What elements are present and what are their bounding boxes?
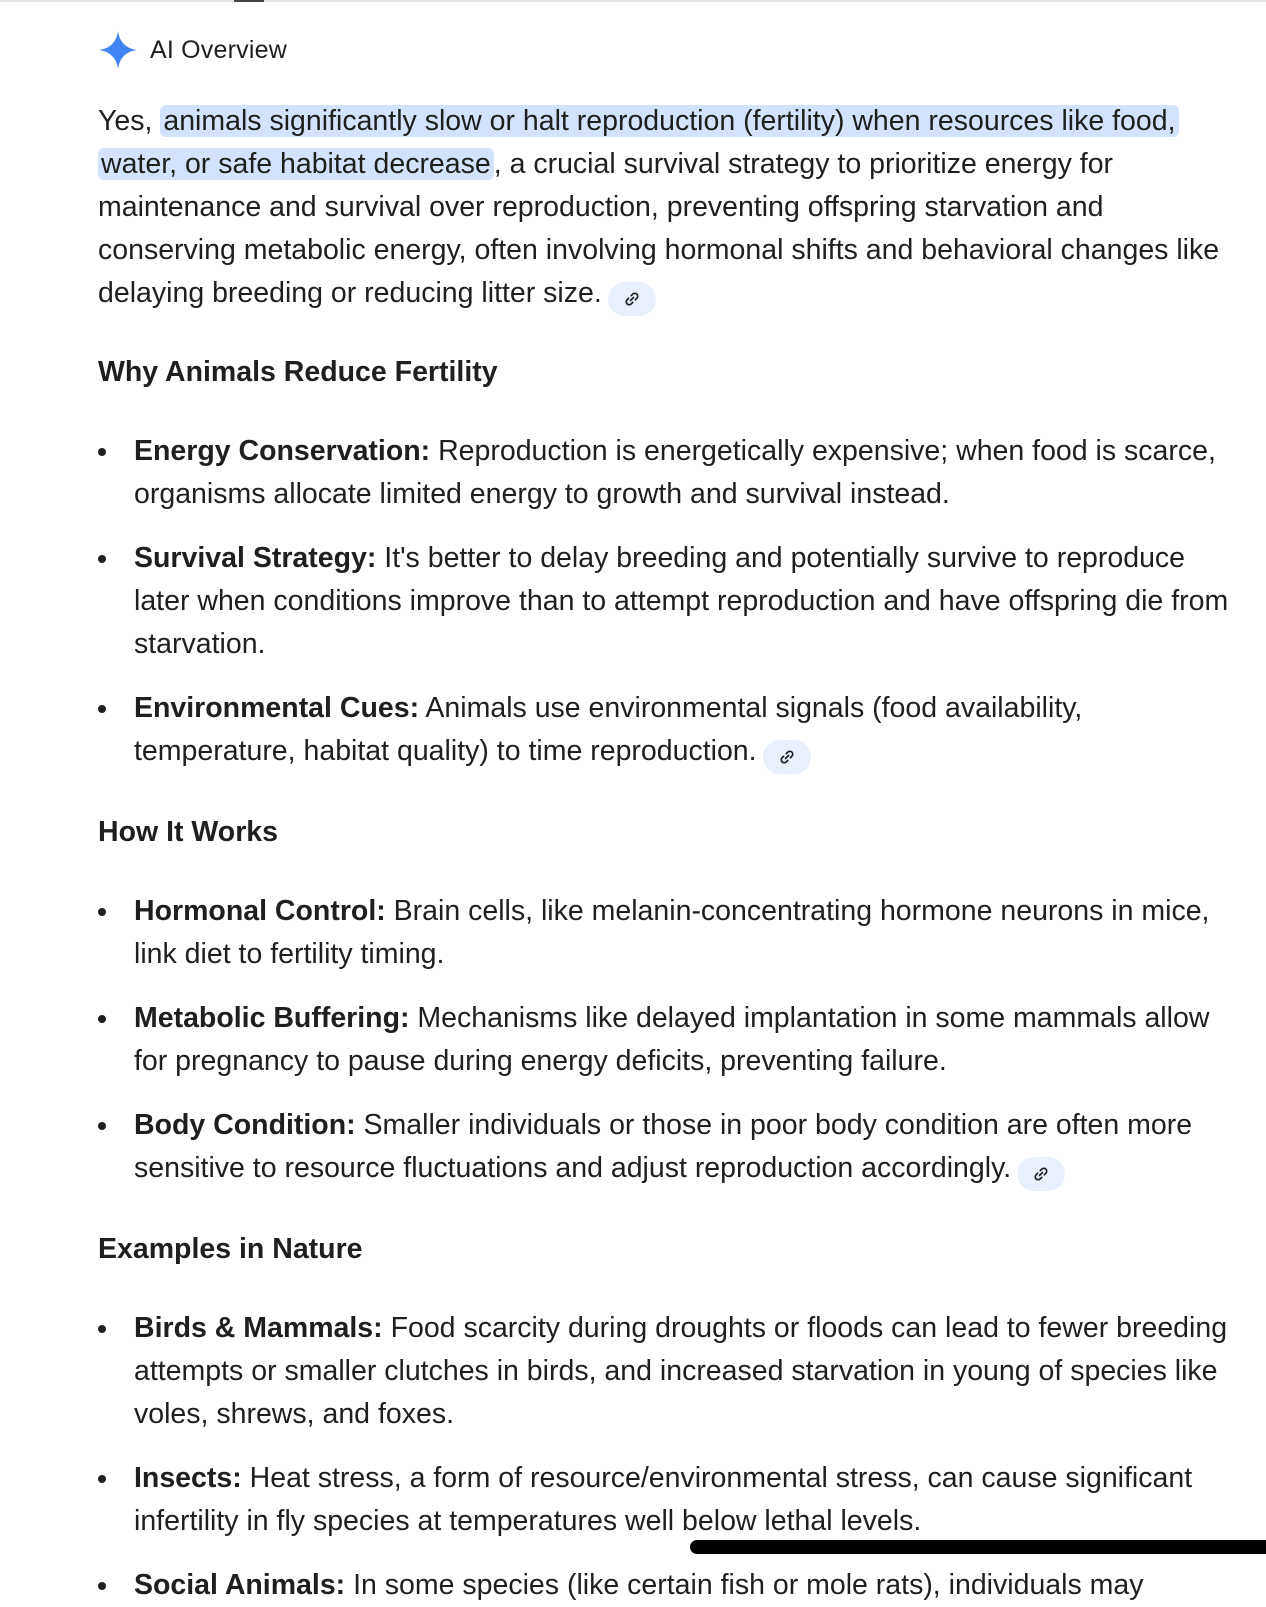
bullet-dot — [98, 1122, 106, 1130]
highlighted-answer[interactable]: animals significantly slow or halt reproduction (fertility) when resources like food, water, or safe habitat decrease — [98, 105, 1179, 180]
list-item — [98, 687, 1248, 774]
bullet-text: Heat stress, a form of resource/environmental stress, can cause significant infertility in fly species at temperatures well below lethal levels. — [134, 1462, 1193, 1537]
bullet-dot — [98, 1582, 106, 1590]
bullet-text: Smaller individuals or those in poor body condition are often more sensitive to resource fluctuations and adjust reproduction accordingly. — [134, 1109, 1193, 1184]
bullet-text: It's better to delay breeding and potentially survive to reproduce later when conditions improve than to attempt reproduction and have offspring die from starvation. — [134, 542, 1229, 660]
link-icon — [623, 290, 641, 308]
bullet-text: Animals use environmental signals (food availability, temperature, habitat quality) to time reproduction. — [134, 692, 1083, 767]
bullet-term: Birds & Mammals: — [134, 1312, 383, 1344]
bullet-term: Environmental Cues: — [134, 692, 420, 724]
section-heading-how: How It Works — [98, 816, 278, 848]
bullet-dot — [98, 908, 106, 916]
link-icon — [778, 748, 796, 766]
bullet-dot — [98, 1015, 106, 1023]
bullet-term: Body Condition: — [134, 1109, 356, 1141]
bullet-dot — [98, 555, 106, 563]
list-item — [98, 890, 1248, 976]
list-item — [98, 537, 1248, 666]
scroll-handle[interactable] — [690, 1540, 1266, 1554]
bullet-dot — [98, 1325, 106, 1333]
list-why — [98, 430, 1248, 774]
ai-overview-title: AI Overview — [150, 35, 287, 64]
link-icon — [1032, 1165, 1050, 1183]
bullet-dot — [98, 705, 106, 713]
bullet-term: Insects: — [134, 1462, 242, 1494]
bullet-text: Food scarcity during droughts or floods can lead to fewer breeding attempts or smaller clutches in birds, and increased starvation in young of species like voles, shrews, and foxes. — [134, 1312, 1228, 1430]
intro-prefix: Yes, — [98, 105, 161, 137]
list-item — [98, 430, 1248, 516]
section-heading-examples: Examples in Nature — [98, 1233, 363, 1265]
bullet-dot — [98, 448, 106, 456]
bullet-term: Hormonal Control: — [134, 895, 386, 927]
bullet-text: Reproduction is energetically expensive; when food is scarce, organisms allocate limited energy to growth and survival instead. — [134, 435, 1216, 510]
list-examples — [98, 1307, 1248, 1607]
ai-overview-header — [98, 30, 287, 70]
source-link-chip[interactable] — [763, 740, 811, 774]
list-how — [98, 890, 1248, 1191]
bullet-text: Mechanisms like delayed implantation in some mammals allow for pregnancy to pause during energy deficits, preventing failure. — [134, 1002, 1210, 1077]
bullet-term: Survival Strategy: — [134, 542, 377, 574]
list-item — [98, 1104, 1248, 1191]
intro-rest: , a crucial survival strategy to prioritize energy for maintenance and survival over reproduction, preventing offspring starvation and conserving metabolic energy, often involving hormonal shifts and behavioral changes like delaying breeding or reducing litter size. — [98, 148, 1220, 309]
bullet-dot — [98, 1475, 106, 1483]
list-item — [98, 1457, 1248, 1543]
bullet-term: Energy Conservation: — [134, 435, 431, 467]
list-item — [98, 1307, 1248, 1436]
source-link-chip[interactable] — [1017, 1157, 1065, 1191]
tab-indicator — [234, 0, 264, 2]
source-link-chip[interactable] — [608, 282, 656, 316]
section-heading-why: Why Animals Reduce Fertility — [98, 356, 498, 388]
list-item — [98, 997, 1248, 1083]
bullet-term: Social Animals: — [134, 1569, 346, 1601]
bullet-text: Brain cells, like melanin-concentrating hormone neurons in mice, link diet to fertility timing. — [134, 895, 1210, 970]
intro-paragraph — [98, 100, 1248, 316]
bullet-term: Metabolic Buffering: — [134, 1002, 410, 1034]
sparkle-icon — [98, 30, 138, 70]
bullet-text: In some species (like certain fish or mole rats), individuals may — [345, 1569, 1144, 1601]
top-divider — [0, 0, 1266, 2]
overview-content — [98, 100, 1248, 1607]
list-item — [98, 1564, 1248, 1607]
